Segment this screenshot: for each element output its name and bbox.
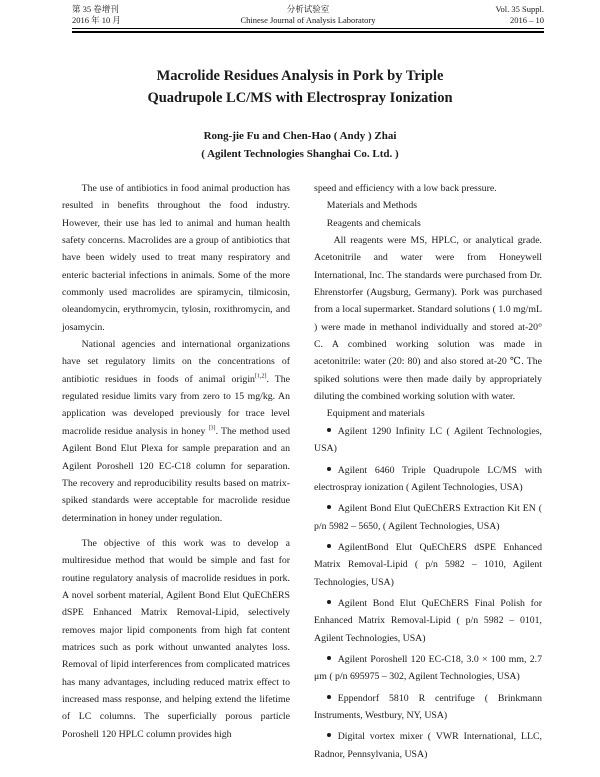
equipment-item <box>314 462 542 497</box>
equipment-item-text: Agilent Bond Elut QuEChERS Extraction Kit EN ( p/n 5982 – 5650, ( Agilent Technologies, USA) <box>314 503 542 532</box>
journal-name-en: Chinese Journal of Analysis Laboratory <box>240 15 376 25</box>
header-rule-thin <box>72 28 544 29</box>
article-title-line-2: Quadrupole LC/MS with Electrospray Ionization <box>147 90 453 106</box>
subheading-reagents: Reagents and chemicals <box>326 217 421 229</box>
article-authors: Rong-jie Fu and Chen-Hao ( Andy ) Zhai <box>203 130 397 142</box>
section-heading-methods: Materials and Methods <box>326 200 418 212</box>
header-rule-thick <box>72 31 544 33</box>
objective-paragraph: The objective of this work was to develop a multiresidue method that would be simple and fast for routine regulatory analysis of macrolide residues in pork. A novel sorbent material, Agilent Bond Elut QuEChERS dSPE Enhanced Matrix Removal-Lipid, selectively removes major lipid components from high fat content matrices such as pork without unwanted analytes loss. Removal of lipid interferences from complicated matrices has many advantages, including reduced matrix effect to increased mass response, and helping extend the lifetime of LC columns. The superficially porous particle Poroshell 120 HPLC column provides high <box>62 537 290 740</box>
bullet-icon <box>327 600 331 604</box>
issue-date-en: 2016 – 10 <box>510 15 544 25</box>
reagents-paragraph: All reagents were MS, HPLC, or analytical grade. Acetonitrile and water were from Honeywell International, Inc. The standards were purchased from Dr. Ehrenstorfer (Augsburg, Germany). Pork was purchased from a local supermarket. Standard solutions ( 1.0 mg/mL ) were made in methanol individually and stored at-20° C. A combined working solution was made in acetonitrile: water (20: 80) and also stored at-20 ℃. The spiked solutions were then made daily by appropriately diluting the combined working solution with water. <box>314 235 542 403</box>
equipment-item <box>314 728 542 763</box>
equipment-item-text: Agilent Bond Elut QuEChERS Final Polish for Enhanced Matrix Removal-Lipid ( p/n 5982 – 0101, Agilent Technologies, USA) <box>314 597 542 644</box>
text-column-left <box>62 180 290 743</box>
equipment-item-text: Digital vortex mixer ( VWR International, LLC, Radnor, Pennsylvania, USA) <box>314 731 542 760</box>
bullet-icon <box>327 428 331 432</box>
text-column-right <box>314 180 542 767</box>
citation-1-2: [1,2] <box>254 373 267 380</box>
regulation-text-c: . The method used Agilent Bond Elut Plexa for sample preparation and an Agilent Poroshell 120 EC-C18 column for separation. The recovery and reproducibility results based on matrix-spiked standards were acceptable for macrolide residue determination in honey under regulation. <box>62 425 290 524</box>
article-affiliation: ( Agilent Technologies Shanghai Co. Ltd. ) <box>201 148 399 160</box>
journal-name-cn: 分析试验室 <box>286 4 330 14</box>
equipment-item-text: Agilent 1290 Infinity LC ( Agilent Technologies, USA) <box>314 425 542 455</box>
bullet-icon <box>327 505 331 509</box>
equipment-item <box>314 500 542 535</box>
regulation-text-a: National agencies and international organizations have set regulatory limits on the concentrations of antibiotic residues in foods of animal origin <box>62 339 290 385</box>
volume-label-cn: 第 35 卷增刊 <box>72 4 119 14</box>
equipment-item-text: Agilent Poroshell 120 EC-C18, 3.0 × 100 mm, 2.7 μm ( p/n 695975 – 302, Agilent Technologies, USA) <box>314 653 542 683</box>
equipment-item <box>314 539 542 591</box>
equipment-item-text: AgilentBond Elut QuEChERS dSPE Enhanced Matrix Removal-Lipid ( p/n 5982 – 1010, Agilent Technologies, USA) <box>314 541 542 588</box>
subheading-equipment: Equipment and materials <box>326 408 425 420</box>
equipment-item <box>314 595 542 647</box>
bullet-icon <box>327 544 331 548</box>
equipment-item-text: Eppendorf 5810 R centrifuge ( Brinkmann Instruments, Westbury, NY, USA) <box>314 692 542 721</box>
regulation-text-b: . The regulated residue limits vary from zero to 15 mg/kg. An application was developed previously for trace level macrolide residue analysis in honey <box>62 373 290 437</box>
bullet-icon <box>327 733 331 737</box>
continued-paragraph: speed and efficiency with a low back pressure. <box>314 183 497 194</box>
article-title-line-1: Macrolide Residues Analysis in Pork by Triple <box>156 68 444 84</box>
issue-date-cn: 2016 年 10 月 <box>72 15 121 25</box>
volume-label-en: Vol. 35 Suppl. <box>495 4 544 14</box>
regulation-paragraph <box>62 336 290 527</box>
intro-paragraph: The use of antibiotics in food animal production has resulted in benefits throughout the food industry. However, their use has led to animal and human health safety concerns. Macrolides are a group of antibiotics that have been widely used to treat many respiratory and enteric bacterial infections in animals. Some of the more commonly used macrolides are spiramycin, tilmicosin, oleandomycin, erythromycin, tylosin, roxithromycin, and josamycin. <box>62 183 290 333</box>
equipment-item-text: Agilent 6460 Triple Quadrupole LC/MS with electrospray ionization ( Agilent Technologies, USA) <box>314 464 542 493</box>
bullet-icon <box>327 656 331 660</box>
equipment-item <box>314 423 542 458</box>
equipment-item <box>314 690 542 725</box>
equipment-item <box>314 651 542 686</box>
bullet-icon <box>327 695 331 699</box>
citation-3: [3] <box>208 425 216 432</box>
bullet-icon <box>327 467 331 471</box>
